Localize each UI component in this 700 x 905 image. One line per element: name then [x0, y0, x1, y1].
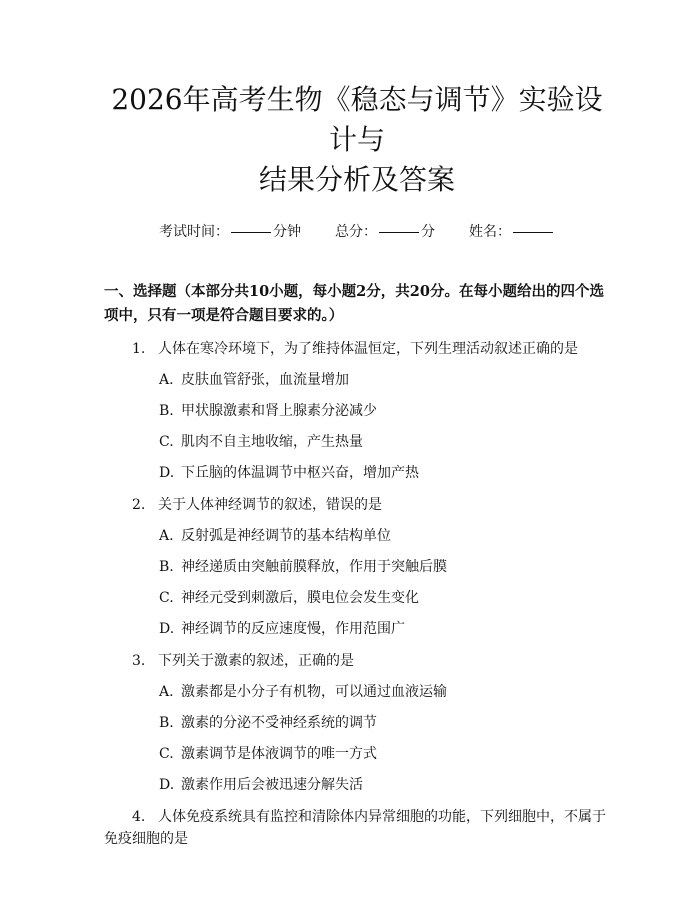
option-b — [159, 556, 610, 578]
option-d — [159, 462, 610, 484]
option-text: 肌肉不自主地收缩，产生热量 — [181, 434, 363, 450]
question-number: 4. — [132, 809, 146, 825]
question-stem — [104, 338, 610, 360]
option-letter: A. — [159, 684, 174, 700]
option-text: 激素作用后会被迅速分解失活 — [181, 777, 363, 793]
option-text: 激素都是小分子有机物，可以通过血液运输 — [181, 684, 447, 700]
question-stem — [104, 494, 610, 516]
exam-time-field — [159, 222, 301, 242]
option-letter: D. — [159, 465, 175, 481]
option-text: 皮肤血管舒张，血流量增加 — [181, 372, 349, 388]
question-text: 关于人体神经调节的叙述，错误的是 — [158, 497, 382, 513]
exam-time-blank — [231, 232, 271, 233]
option-letter: C. — [159, 590, 174, 606]
total-score-blank — [379, 232, 419, 233]
question-number: 1. — [132, 341, 146, 357]
option-a — [159, 681, 610, 703]
option-text: 神经递质由突触前膜释放，作用于突触后膜 — [181, 559, 447, 575]
question-stem — [104, 650, 610, 672]
option-list — [104, 525, 610, 640]
option-list — [104, 681, 610, 796]
option-d — [159, 618, 610, 640]
student-name-blank — [513, 232, 553, 233]
question-4 — [104, 806, 610, 850]
exam-time-unit: 分钟 — [273, 224, 301, 240]
option-c — [159, 743, 610, 765]
option-text: 激素的分泌不受神经系统的调节 — [181, 715, 377, 731]
question-stem — [104, 806, 610, 850]
question-text: 人体在寒冷环境下，为了维持体温恒定，下列生理活动叙述正确的是 — [158, 341, 578, 357]
option-letter: B. — [159, 715, 174, 731]
exam-info-row — [104, 222, 610, 242]
option-letter: D. — [159, 621, 175, 637]
option-d — [159, 774, 610, 796]
option-list — [104, 369, 610, 484]
question-text: 下列关于激素的叙述，正确的是 — [158, 653, 354, 669]
total-score-label: 总分： — [335, 224, 377, 240]
option-letter: B. — [159, 559, 174, 575]
option-a — [159, 525, 610, 547]
section-heading-choice: 一、选择题（本部分共10小题，每小题2分，共20分。在每小题给出的四个选项中，只有一项是符合题目要求的。） — [104, 283, 604, 324]
total-score-unit: 分 — [421, 224, 435, 240]
student-name-label: 姓名： — [469, 224, 511, 240]
option-b — [159, 712, 610, 734]
option-c — [159, 431, 610, 453]
title-line-1: 2026年高考生物《稳态与调节》实验设计与 — [111, 83, 603, 156]
option-text: 神经元受到刺激后，膜电位会发生变化 — [181, 590, 419, 606]
question-3 — [104, 650, 610, 796]
option-letter: D. — [159, 777, 175, 793]
question-number: 2. — [132, 497, 146, 513]
student-name-field — [469, 222, 555, 242]
title-line-2: 结果分析及答案 — [258, 163, 455, 196]
option-letter: C. — [159, 746, 174, 762]
option-text: 反射弧是神经调节的基本结构单位 — [181, 528, 391, 544]
question-2 — [104, 494, 610, 640]
option-letter: A. — [159, 372, 174, 388]
question-text-line-2: 免疫细胞的是 — [104, 831, 188, 847]
document-title — [104, 0, 610, 200]
option-letter: A. — [159, 528, 174, 544]
option-text: 神经调节的反应速度慢，作用范围广 — [181, 621, 405, 637]
option-a — [159, 369, 610, 391]
total-score-field — [335, 222, 435, 242]
question-text-line-1: 人体免疫系统具有监控和清除体内异常细胞的功能，下列细胞中，不属于 — [158, 809, 606, 825]
option-text: 下丘脑的体温调节中枢兴奋，增加产热 — [181, 465, 419, 481]
option-c — [159, 587, 610, 609]
option-text: 甲状腺激素和肾上腺素分泌减少 — [181, 403, 377, 419]
exam-time-label: 考试时间： — [159, 224, 229, 240]
option-letter: B. — [159, 403, 174, 419]
question-number: 3. — [132, 653, 146, 669]
question-1 — [104, 338, 610, 484]
option-letter: C. — [159, 434, 174, 450]
option-text: 激素调节是体液调节的唯一方式 — [181, 746, 377, 762]
option-b — [159, 400, 610, 422]
